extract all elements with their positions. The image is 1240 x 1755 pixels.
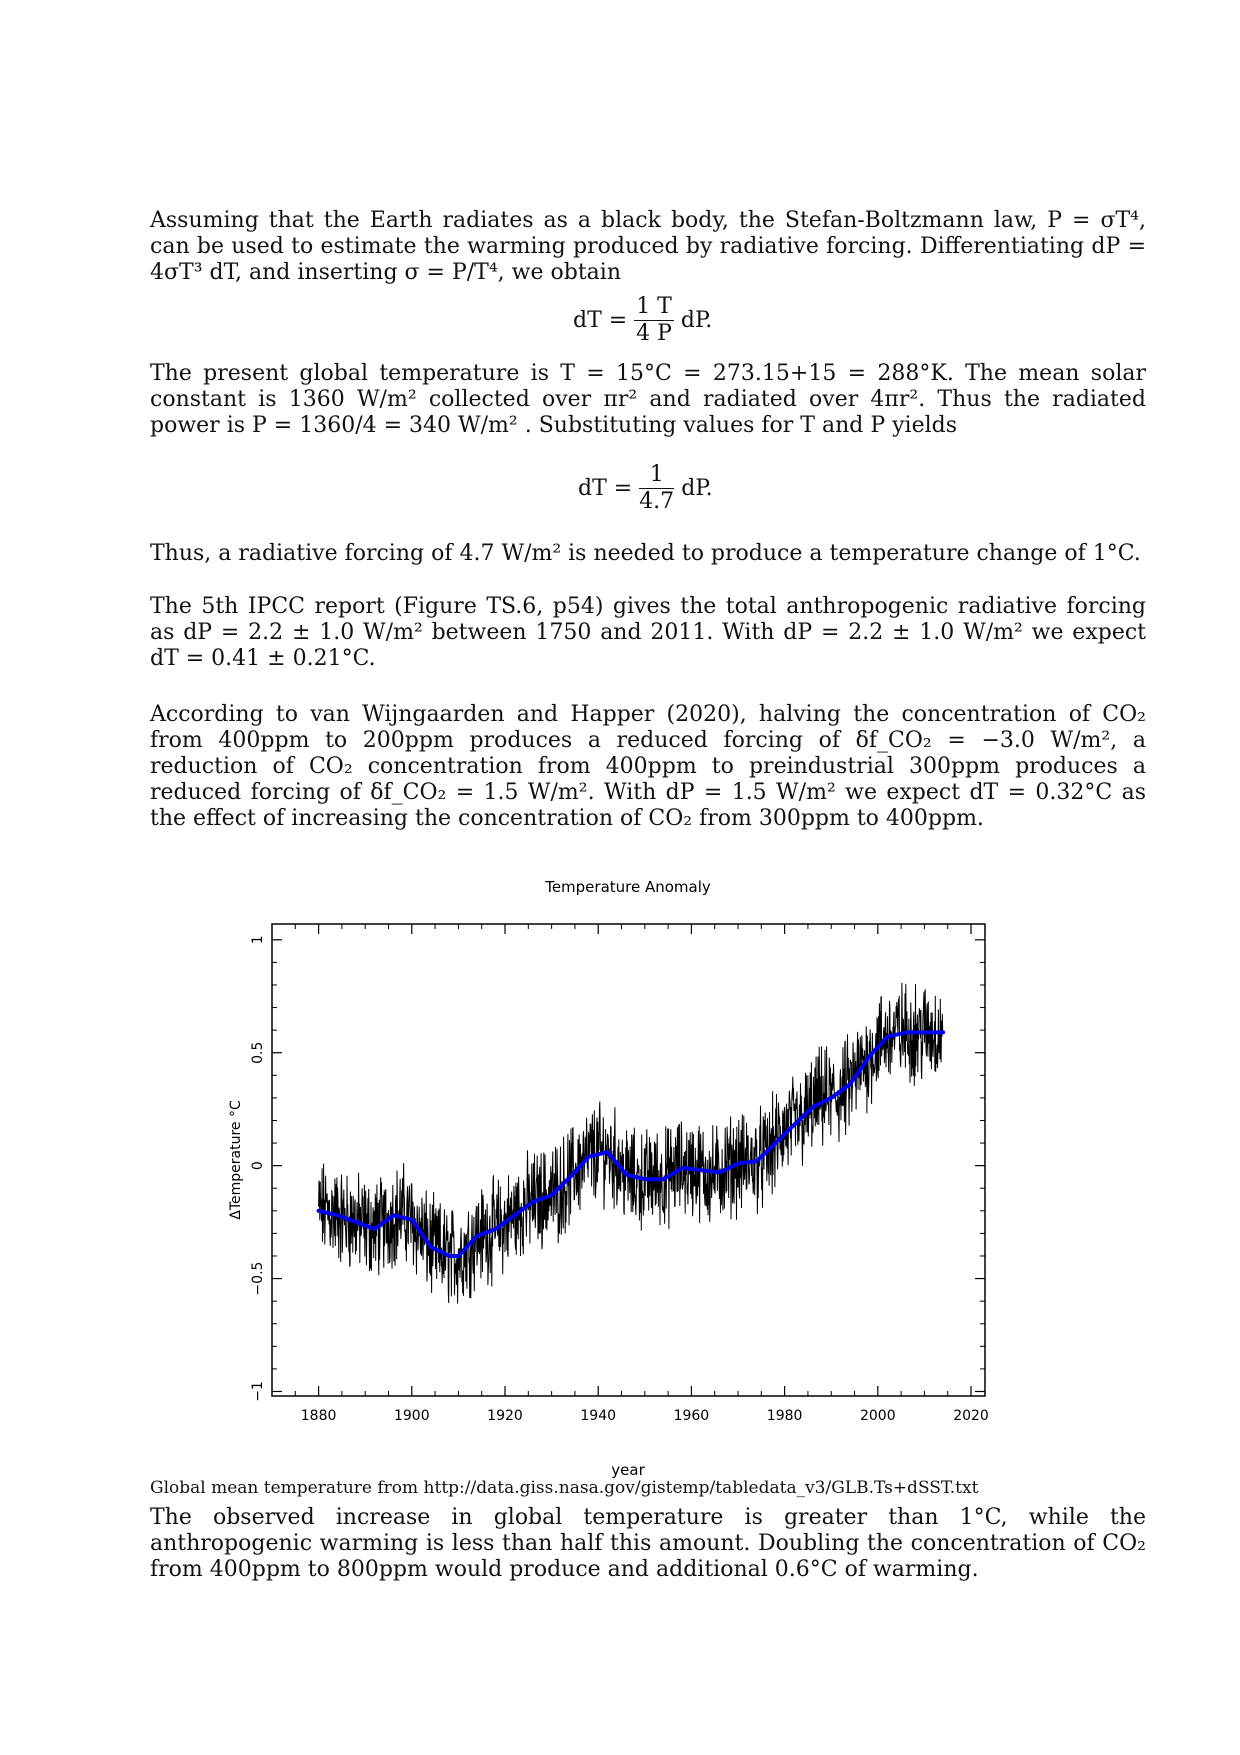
x-tick-label: 1980 [766, 1408, 803, 1424]
y-tick-label: 0 [250, 1161, 266, 1171]
equation-fraction: $\frac{1 T}{4 P}$ [636, 294, 672, 346]
equation-fraction: $\frac{1}{4.7}$ [639, 462, 675, 514]
paragraph-text: The 5th IPCC report (Figure TS.6, p54) gives the total anthropogenic radiative forcing as dP = 2.2 ± 1.0 W/m² between 1750 and 2011. With dP = 2.2 ± 1.0 W/m² we expect dT = 0.41 ± 0.21°C. [150, 594, 1146, 671]
x-axis-label: year [611, 1461, 645, 1479]
x-tick-label: 1920 [487, 1408, 523, 1424]
y-tick-label: 1 [250, 935, 266, 945]
paragraph-conclusion [150, 1505, 1146, 1583]
x-tick-label: 1940 [580, 1408, 617, 1424]
x-tick-label: 1880 [300, 1408, 337, 1424]
paragraph-text: The present global temperature is T = 15°C = 273.15+15 = 288°K. The mean solar constant is 1360 W/m² collected over πr² and radiated over 4πr². Thus the radiated power is P = 1360/4 = 340 W/m² . Substituting values for T and P yields [150, 361, 1146, 438]
series-layer [319, 983, 944, 1304]
paragraph-co2 [150, 702, 1146, 832]
paragraph-ipcc [150, 594, 1146, 672]
x-tick-label: 1900 [393, 1408, 430, 1424]
y-tick-label: 0.5 [250, 1041, 266, 1064]
y-tick-label: −0.5 [250, 1261, 266, 1296]
x-tick-label: 1960 [673, 1408, 710, 1424]
paragraph-stefan-boltzmann [150, 208, 1146, 286]
paragraph-radiative-forcing [150, 541, 1146, 567]
figure-caption: Global mean temperature from http://data.giss.nasa.gov/gistemp/tabledata_v3/GLB.Ts+dSST.txt [150, 1478, 979, 1498]
equation-dt-2: dT = $\frac{1}{4.7}$ dP. [578, 462, 713, 514]
temperature-anomaly-chart [0, 870, 1240, 1485]
x-tick-label: 2020 [953, 1408, 989, 1424]
paragraph-text: Assuming that the Earth radiates as a black body, the Stefan-Boltzmann law, P = σT⁴, can be used to estimate the warming produced by radiative forcing. Differentiating dP = 4σT³ dT, and inserting σ = P/T⁴, we obtain [150, 208, 1146, 285]
paragraph-global-temperature [150, 361, 1146, 439]
series-monthly-line [319, 983, 944, 1304]
paragraph-text: The observed increase in global temperature is greater than 1°C, while the anthropogenic warming is less than half this amount. Doubling the concentration of CO₂ from 400ppm to 800ppm would produce and additional 0.6°C of warming. [150, 1505, 1146, 1582]
equation-dt-1: dT = $\frac{1 T}{4 P}$ dP. [573, 294, 713, 346]
x-tick-label: 2000 [859, 1408, 896, 1424]
y-axis-label: ΔTemperature °C [228, 1100, 244, 1220]
chart-title: Temperature Anomaly [545, 878, 711, 896]
y-tick-label: −1 [250, 1381, 266, 1402]
series-smoothed-line [319, 1032, 944, 1256]
paragraph-text: Thus, a radiative forcing of 4.7 W/m² is needed to produce a temperature change of 1°C. [150, 541, 1141, 566]
paragraph-text: According to van Wijngaarden and Happer (2020), halving the concentration of CO₂ from 400ppm to 200ppm produces a reduced forcing of δf_CO₂ = −3.0 W/m², a reduction of CO₂ concentration from 400ppm to preindustrial 300ppm produces a reduced forcing of δf_CO₂ = 1.5 W/m². With dP = 1.5 W/m² we expect dT = 0.32°C as the effect of increasing the concentration of CO₂ from 300ppm to 400ppm. [150, 702, 1146, 831]
